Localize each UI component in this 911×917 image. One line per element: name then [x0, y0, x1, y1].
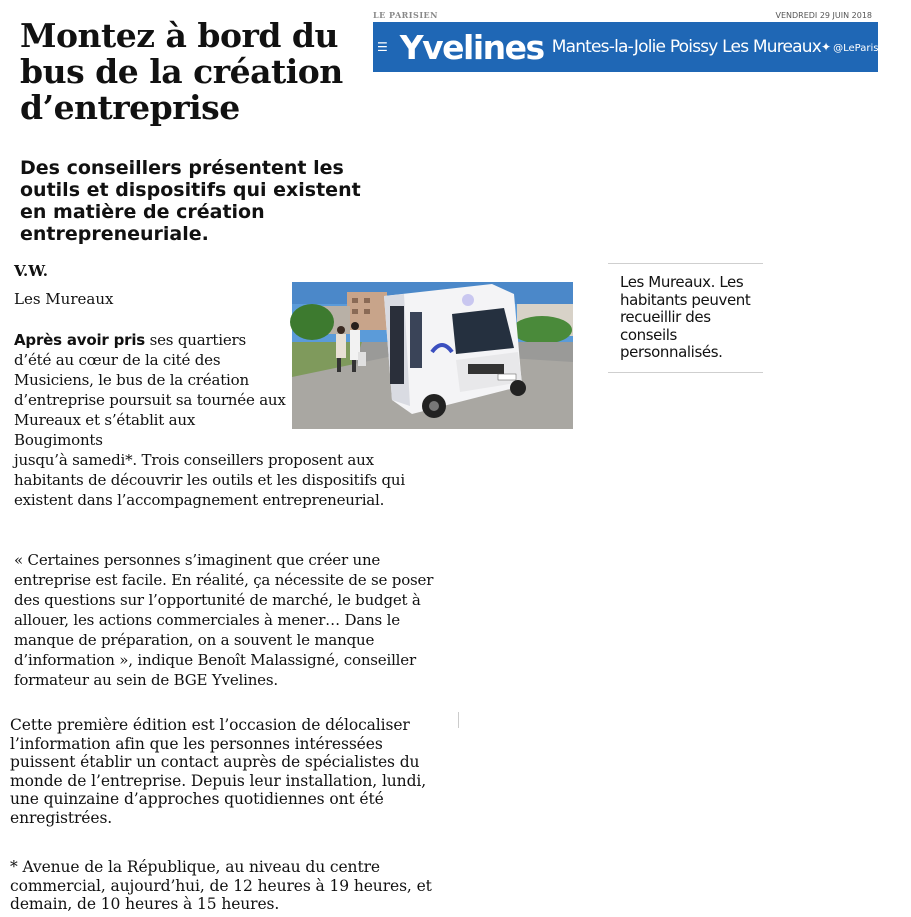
- column-divider: [458, 712, 459, 728]
- lead-in: Après avoir pris: [14, 331, 146, 349]
- paragraph-2-quote: « Certaines personnes s’imaginent que créer une entreprise est facile. En réalité, ça nécessite de se poser des questions sur l’opportunité de marché, le budget à allouer, les actions commerciales à mener… Dans le manque de préparation, on a souvent le manque d’information », indique Benoît Malassigné, conseiller formateur au sein de BGE Yvelines.: [14, 551, 434, 689]
- section-title: Yvelines: [399, 27, 544, 67]
- photo-caption: Les Mureaux. Les habitants peuvent recueillir des conseils personnalisés.: [608, 263, 763, 373]
- masthead-topline: [373, 8, 878, 22]
- twitter-handle-block: [821, 40, 911, 54]
- paragraph-1-part-2: jusqu’à samedi*. Trois conseillers proposent aux habitants de découvrir les outils et les dispositifs qui existent dans l’accompagnement entrepreneurial.: [14, 451, 405, 509]
- masthead: [373, 8, 911, 74]
- paper-name: LE PARISIEN: [373, 10, 438, 20]
- bus-photo-illustration: [292, 282, 573, 429]
- footnote: * Avenue de la République, au niveau du centre commercial, aujourd’hui, de 12 heures à 19 heures, et demain, de 10 heures à 15 heures.: [10, 858, 432, 913]
- menu-icon: ☰: [377, 40, 388, 54]
- paragraph-1-text: ses quartiers d’été au cœur de la cité des Musiciens, le bus de la création d’entreprise poursuit sa tournée aux Mureaux et s’établit aux Bougimonts: [14, 331, 286, 449]
- twitter-bird-icon: ✦: [821, 40, 832, 54]
- headline: Montez à bord du bus de la création d’entreprise: [20, 16, 343, 127]
- twitter-handle: @LeParisien_78: [833, 43, 911, 54]
- section-cities: Mantes-la-Jolie Poissy Les Mureaux: [551, 37, 822, 57]
- article-photo: [292, 282, 573, 429]
- article-dek: Des conseillers présentent les outils et dispositifs qui existent en matière de création entrepreneuriale.: [20, 157, 361, 245]
- section-banner: [373, 22, 911, 72]
- paragraph-1-part-1: [14, 330, 286, 450]
- issue-date: VENDREDI 29 JUIN 2018: [775, 10, 872, 20]
- paragraph-3: Cette première édition est l’occasion de délocaliser l’information afin que les personnes intéressées puissent établir un contact auprès de spécialistes du monde de l’entreprise. Depuis leur installation, lundi, une quinzaine d’approches quotidiennes ont été enregistrées.: [10, 716, 427, 827]
- byline: V.W.: [14, 262, 48, 280]
- dateline-location: Les Mureaux: [14, 290, 114, 308]
